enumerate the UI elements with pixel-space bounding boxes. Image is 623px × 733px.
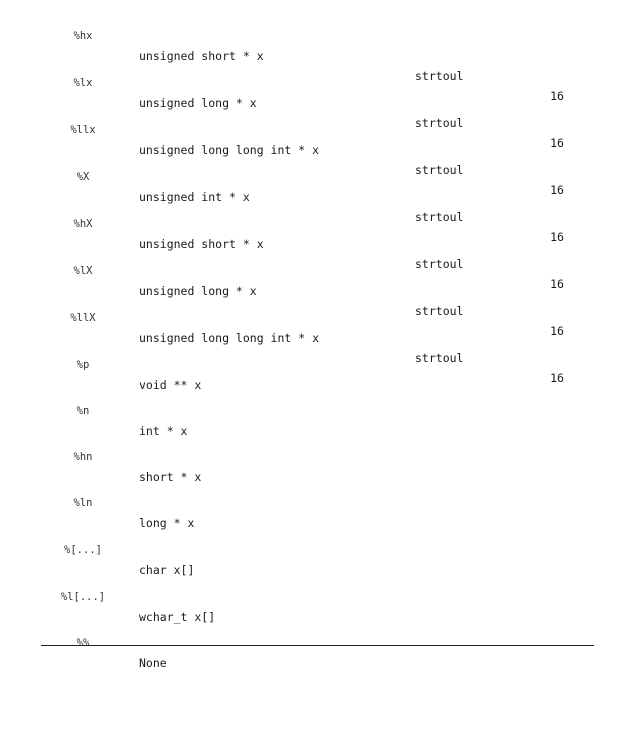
argument-type-cell: unsigned int * x — [139, 190, 250, 204]
base-cell: 16 — [550, 371, 564, 385]
table-row — [0, 520, 623, 577]
format-specifier-cell: %n — [76, 405, 90, 417]
format-specifier-cell: %[...] — [64, 544, 102, 556]
argument-type-cell: void ** x — [139, 378, 202, 392]
argument-type-cell: unsigned long * x — [139, 284, 257, 298]
argument-type-cell: wchar_t x[] — [139, 610, 216, 624]
format-specifier-cell: %ln — [73, 497, 93, 509]
conversion-function-cell: strtoul — [415, 351, 464, 365]
format-specifier-cell: %% — [76, 637, 90, 649]
table-bottom-rule — [41, 645, 594, 646]
argument-type-cell: unsigned long long int * x — [139, 143, 320, 157]
format-specifier-cell: %llx — [70, 124, 96, 136]
format-specifier-cell: %hX — [73, 218, 93, 230]
conversion-function-cell: strtoul — [415, 116, 464, 130]
argument-type-cell: unsigned short * x — [139, 49, 264, 63]
argument-type-cell: char x[] — [139, 563, 195, 577]
conversion-function-cell: strtoul — [415, 69, 464, 83]
argument-type-cell: unsigned long * x — [139, 96, 257, 110]
format-specifier-cell: %hx — [73, 30, 93, 42]
format-specifier-cell: %p — [76, 359, 90, 371]
format-specifier-cell: %lX — [73, 265, 93, 277]
argument-type-cell: None — [139, 656, 167, 670]
format-specifier-cell: %X — [76, 171, 90, 183]
conversion-function-cell: strtoul — [415, 210, 464, 224]
base-cell: 16 — [550, 89, 564, 103]
conversion-function-cell: strtoul — [415, 304, 464, 318]
base-cell: 16 — [550, 277, 564, 291]
table-row — [0, 473, 623, 530]
format-specifier-cell: %lx — [73, 77, 93, 89]
table-row — [0, 381, 623, 438]
table-row — [0, 613, 623, 670]
base-cell: 16 — [550, 230, 564, 244]
base-cell: 16 — [550, 136, 564, 150]
argument-type-cell: long * x — [139, 516, 195, 530]
format-specifier-cell: %hn — [73, 451, 93, 463]
base-cell: 16 — [550, 324, 564, 338]
base-cell: 16 — [550, 183, 564, 197]
argument-type-cell: unsigned short * x — [139, 237, 264, 251]
argument-type-cell: int * x — [139, 424, 188, 438]
format-specifier-cell: %llX — [70, 312, 96, 324]
conversion-function-cell: strtoul — [415, 163, 464, 177]
argument-type-cell: short * x — [139, 470, 202, 484]
table-row — [0, 427, 623, 484]
table-row — [0, 567, 623, 624]
argument-type-cell: unsigned long long int * x — [139, 331, 320, 345]
conversion-function-cell: strtoul — [415, 257, 464, 271]
format-specifier-cell: %l[...] — [60, 591, 106, 603]
